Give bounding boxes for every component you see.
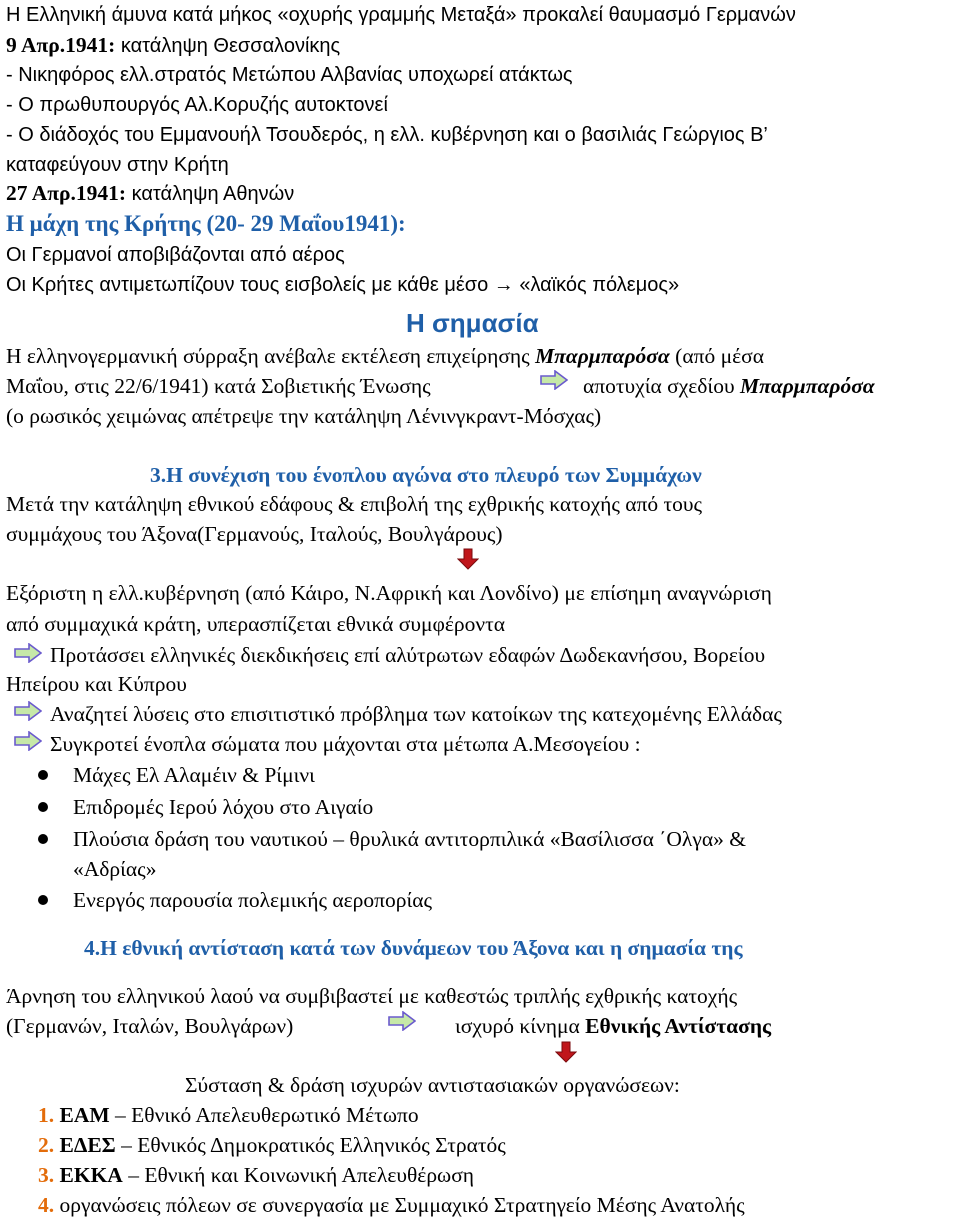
bullet-icon: [38, 770, 48, 780]
section3-heading: 3.Η συνέχιση του ένοπλου αγώνα στο πλευρό των Συμμάχων: [150, 463, 702, 487]
list-number: 3.: [38, 1163, 55, 1187]
text-line: Εξόριστη η ελλ.κυβέρνηση (από Κάιρο, Ν.Αφρική και Λονδίνο) με επίσημη αναγνώριση: [6, 581, 772, 605]
text-line: Αναζητεί λύσεις στο επισιτιστικό πρόβλημα των κατοίκων της κατεχομένης Ελλάδας: [50, 702, 782, 726]
bullet-icon: [38, 834, 48, 844]
crete-heading: Η μάχη της Κρήτης (20- 29 Μαΐου1941):: [6, 211, 406, 236]
operation-name: Μπαρμπαρόσα: [739, 374, 875, 398]
text-line: [583, 373, 875, 399]
section4-heading: 4.Η εθνική αντίσταση κατά των δυνάμεων του Άξονα και η σημασία της: [84, 936, 743, 960]
text-line: Η Ελληνική άμυνα κατά μήκος «οχυρής γραμμής Μεταξά» προκαλεί θαυμασμό Γερμανών: [6, 4, 796, 26]
text-segment: ισχυρό κίνημα: [455, 1014, 586, 1038]
org-name: – Εθνικό Απελευθερωτικό Μέτωπο: [109, 1103, 419, 1127]
org-abbr: ΕΑΜ: [59, 1103, 110, 1127]
text-line: Οι Γερμανοί αποβιβάζονται από αέρος: [6, 244, 345, 266]
right-arrow-icon: [388, 1011, 416, 1031]
list-item-continuation: «Αδρίας»: [73, 857, 157, 881]
text-segment: Η ελληνογερμανική σύρραξη ανέβαλε εκτέλεση επιχείρησης: [6, 344, 536, 368]
list-item: Μάχες Ελ Αλαμέιν & Ρίμινι: [73, 763, 315, 787]
date-text: κατάληψη Αθηνών: [126, 183, 295, 205]
list-item: Ενεργός παρουσία πολεμικής αεροπορίας: [73, 888, 433, 912]
text-line: Μετά την κατάληψη εθνικού εδάφους & επιβολή της εχθρικής κατοχής από τους: [6, 492, 703, 516]
list-item: Πλούσια δράση του ναυτικού – θρυλικά αντιτορπιλικά «Βασίλισσα ΄Ολγα» &: [73, 827, 746, 851]
org-name: – Εθνικός Δημοκρατικός Ελληνικός Στρατός: [115, 1133, 506, 1157]
text-line: - Ο πρωθυπουργός Αλ.Κορυζής αυτοκτονεί: [6, 94, 388, 116]
list-number: 4.: [38, 1193, 55, 1217]
org-name: – Εθνική και Κοινωνική Απελευθέρωση: [122, 1163, 475, 1187]
text-line: [6, 32, 340, 59]
down-arrow-icon: [457, 548, 479, 570]
list-item: [38, 1192, 745, 1218]
text-line: Οι Κρήτες αντιμετωπίζουν τους εισβολείς με κάθε μέσο → «λαϊκός πόλεμος»: [6, 274, 680, 296]
down-arrow-icon: [555, 1041, 577, 1063]
list-item: [38, 1162, 474, 1188]
text-line: - Ο διάδοχός του Εμμανουήλ Τσουδερός, η ελλ. κυβέρνηση και ο βασιλιάς Γεώργιος Β’: [6, 124, 768, 146]
text-line: Άρνηση του ελληνικού λαού να συμβιβαστεί με καθεστώς τριπλής εχθρικής κατοχής: [6, 984, 738, 1008]
org-abbr: ΕΚΚΑ: [59, 1163, 123, 1187]
text-line: Προτάσσει ελληνικές διεκδικήσεις επί αλύτρωτων εδαφών Δωδεκανήσου, Βορείου: [50, 643, 766, 667]
text-line: - Νικηφόρος ελλ.στρατός Μετώπου Αλβανίας υποχωρεί ατάκτως: [6, 64, 573, 86]
text-line: (Γερμανών, Ιταλών, Βουλγάρων): [6, 1014, 294, 1038]
significance-heading: Η σημασία: [406, 308, 539, 338]
text-line: [455, 1013, 771, 1039]
right-arrow-icon: [540, 370, 568, 390]
text-line: Σύσταση & δράση ισχυρών αντιστασιακών οργανώσεων:: [185, 1073, 680, 1097]
right-arrow-icon: [14, 701, 42, 721]
list-item: Επιδρομές Ιερού λόχου στο Αιγαίο: [73, 795, 374, 819]
list-number: 1.: [38, 1103, 55, 1127]
text-line: συμμάχους του Άξονα(Γερμανούς, Ιταλούς, Βουλγάρους): [6, 522, 503, 546]
text-segment: αποτυχία σχεδίου: [583, 374, 740, 398]
text-line: από συμμαχικά κράτη, υπερασπίζεται εθνικά συμφέροντα: [6, 612, 506, 636]
operation-name: Μπαρμπαρόσα: [535, 344, 670, 368]
text-line: καταφεύγουν στην Κρήτη: [6, 154, 229, 176]
right-arrow-icon: [14, 731, 42, 751]
org-name: οργανώσεις πόλεων σε συνεργασία με Συμμαχικό Στρατηγείο Μέσης Ανατολής: [59, 1193, 745, 1217]
list-item: [38, 1132, 506, 1158]
movement-name: Εθνικής Αντίστασης: [585, 1014, 772, 1038]
list-number: 2.: [38, 1133, 55, 1157]
text-line: Ηπείρου και Κύπρου: [6, 672, 187, 696]
list-item: [38, 1102, 419, 1128]
right-arrow-icon: [14, 643, 42, 663]
bullet-icon: [38, 802, 48, 812]
date-label: 9 Απρ.1941:: [6, 33, 116, 57]
text-line: Συγκροτεί ένοπλα σώματα που μάχονται στα μέτωπα Α.Μεσογείου :: [50, 732, 641, 756]
text-line: (ο ρωσικός χειμώνας απέτρεψε την κατάληψη Λένινγκραντ-Μόσχας): [6, 404, 602, 428]
text-segment: (από μέσα: [669, 344, 764, 368]
date-text: κατάληψη Θεσσαλονίκης: [115, 35, 341, 57]
date-label: 27 Απρ.1941:: [6, 181, 127, 205]
text-line: Μαΐου, στις 22/6/1941) κατά Σοβιετικής Ένωσης: [6, 374, 431, 398]
org-abbr: ΕΔΕΣ: [59, 1133, 116, 1157]
text-line: [6, 343, 764, 369]
text-line: [6, 180, 294, 207]
bullet-icon: [38, 895, 48, 905]
